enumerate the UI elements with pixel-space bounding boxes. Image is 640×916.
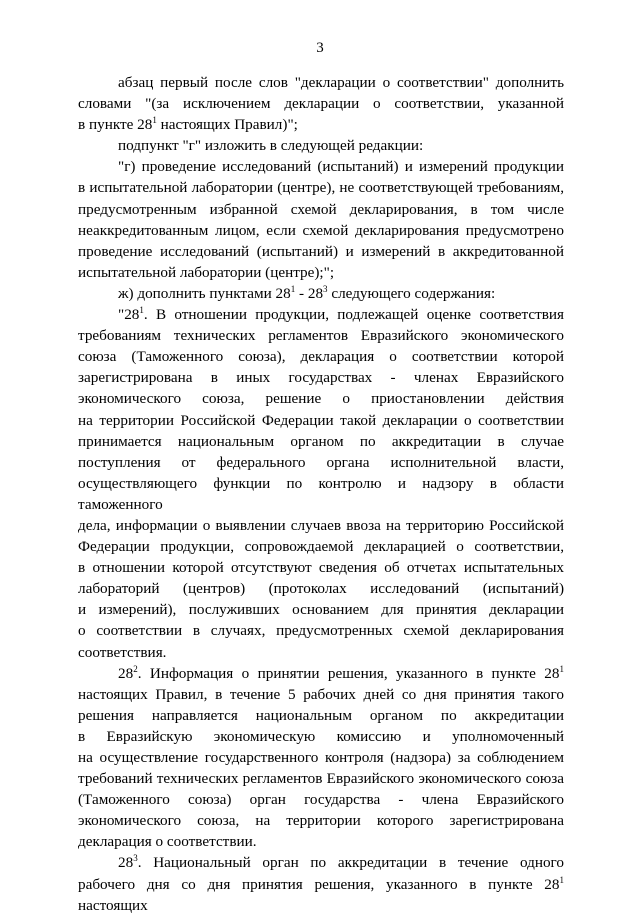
page-number: 3 bbox=[316, 40, 324, 56]
text-line: соответствия. bbox=[78, 643, 167, 661]
text-line: подпункт "г" изложить в следующей редакции: bbox=[118, 137, 424, 155]
document-body bbox=[78, 72, 564, 916]
text-line: $28^3$. Национальный орган по аккредитации в течение одного bbox=[118, 853, 564, 872]
text-line: проведение исследований (испытаний) и измерений в аккредитованной bbox=[78, 242, 564, 260]
text-line: ж) дополнить пунктами $28^1 - 28^3$ следующего содержания: bbox=[118, 283, 496, 302]
text-line: требований технических регламентов Евразийского экономического союза bbox=[78, 770, 564, 788]
text-line: дела, информации о выявлении случаев ввоза на территорию Российской bbox=[78, 516, 564, 534]
text-line: требованиям технических регламентов Евразийского экономического bbox=[78, 327, 564, 345]
text-line: лабораторий (центров) (протоколах исследований (испытаний) bbox=[78, 580, 564, 598]
text-line: о соответствии в случаях, предусмотренных схемой декларирования bbox=[78, 622, 564, 640]
text-line: абзац первый после слов "декларации о соответствии" дополнить bbox=[118, 74, 564, 91]
text-line: осуществляющего функции по контролю и надзору в области таможенного bbox=[78, 474, 564, 513]
text-line: решения направляется национальным органом по аккредитации bbox=[78, 706, 564, 724]
text-line: предусмотренным избранной схемой декларирования, в том числе bbox=[78, 200, 564, 218]
text-line: на осуществление государственного контроля (надзора) за соблюдением bbox=[78, 749, 564, 766]
text-line: $28^2$. Информация о принятии решения, указанного в пункте $28^1$ bbox=[118, 663, 564, 682]
text-line: декларация о соответствии. bbox=[78, 833, 257, 851]
text-line: экономического союза, решение о приостановлении действия bbox=[78, 390, 564, 408]
text-line: и измерений), послуживших основанием для принятия декларации bbox=[78, 601, 564, 619]
text-line: зарегистрирована в иных государствах - членах Евразийского bbox=[78, 369, 564, 387]
text-line: в испытательной лаборатории (центре), не соответствующей требованиям, bbox=[78, 179, 564, 197]
text-line: неаккредитованным лицом, если схемой декларирования предусмотрено bbox=[78, 221, 564, 239]
text-line: "$28^1$. В отношении продукции, подлежащей оценке соответствия bbox=[118, 305, 564, 324]
text-line: в Евразийскую экономическую комиссию и уполномоченный bbox=[78, 727, 564, 745]
text-line: словами "(за исключением декларации о соответствии, указанной bbox=[78, 95, 564, 113]
text-line: испытательной лаборатории (центре);"; bbox=[78, 263, 335, 281]
text-line: принимается национальным органом по аккредитации в случае bbox=[78, 432, 564, 450]
text-line: Федерации продукции, сопровождаемой декларацией о соответствии, bbox=[78, 538, 564, 556]
text-line: поступления от федерального органа исполнительной власти, bbox=[78, 453, 564, 471]
text-line: союза (Таможенного союза), декларация о соответствии которой bbox=[78, 348, 564, 366]
text-line: экономического союза, на территории которого зарегистрирована bbox=[78, 812, 564, 830]
text-line: в отношении которой отсутствуют сведения об отчетах испытательных bbox=[78, 559, 564, 577]
text-line: "г) проведение исследований (испытаний) и измерений продукции bbox=[118, 158, 564, 176]
text-line: на территории Российской Федерации такой декларации о соответствии bbox=[78, 411, 564, 429]
text-line: рабочего дня со дня принятия решения, указанного в пункте $28^1$ настоящих bbox=[78, 874, 564, 914]
text-line: (Таможенного союза) орган государства - члена Евразийского bbox=[78, 791, 564, 809]
text-line: в пункте $28^1$ настоящих Правил)"; bbox=[78, 115, 298, 134]
text-line: настоящих Правил, в течение 5 рабочих дней со дня принятия такого bbox=[78, 685, 564, 703]
